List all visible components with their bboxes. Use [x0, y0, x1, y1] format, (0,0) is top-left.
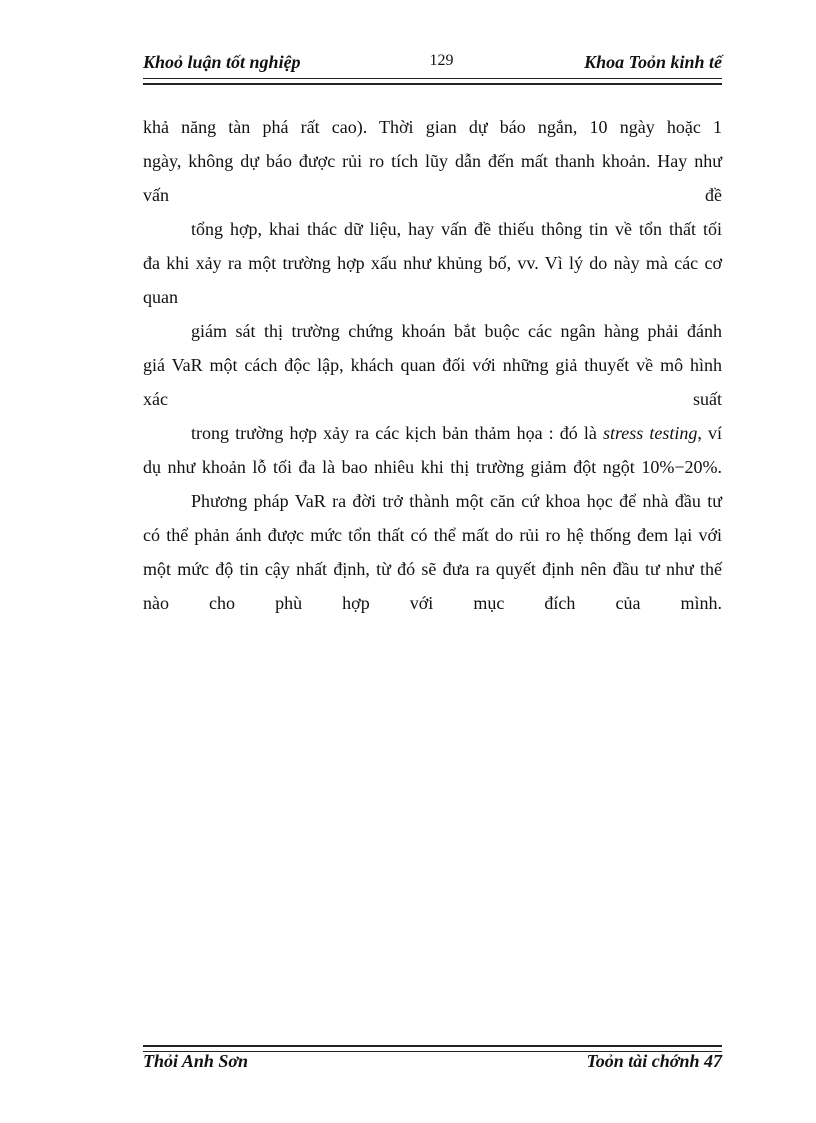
text-line: một mức độ tin cậy nhất định, từ đó sẽ đưa ra quyết định nên đầu tư như thế	[143, 559, 722, 579]
text-line: quan	[143, 287, 178, 307]
header-thesis-title: Khoỏ luận tốt nghiệp	[143, 52, 301, 72]
text-line: vấn đề	[143, 185, 722, 205]
text-line: xác suất	[143, 389, 722, 409]
page-number: 129	[429, 52, 454, 69]
text-line	[143, 416, 722, 450]
text-line: đa khi xảy ra một trường hợp xấu như khủng bố, vv. Vì lý do này mà các cơ	[143, 253, 722, 273]
text-line: có thể phản ánh được mức tổn thất có thể mất do rủi ro hệ thống đem lại với	[143, 525, 722, 545]
footer-author: Thỏi Anh Sơn	[143, 1051, 249, 1071]
text-line: Phương pháp VaR ra đời trở thành một căn cứ khoa học để nhà đầu tư	[191, 491, 722, 511]
text-segment: trong trường hợp xảy ra các kịch bản thảm họa : đó là	[191, 423, 597, 443]
text-line: giá VaR một cách độc lập, khách quan đối với những giả thuyết về mô hình	[143, 355, 722, 375]
text-line: ngày, không dự báo được rủi ro tích lũy dẫn đến mất thanh khoản. Hay như	[143, 151, 722, 171]
text-line: nào cho phù hợp với mục đích của mình.	[143, 593, 722, 613]
header-rule	[143, 78, 722, 85]
page-footer	[143, 1051, 722, 1077]
page-header	[143, 52, 722, 78]
body-text	[143, 110, 722, 620]
text-segment: , ví	[697, 423, 722, 443]
header-faculty: Khoa Toỏn kinh tế	[584, 52, 722, 72]
text-line: tổng hợp, khai thác dữ liệu, hay vấn đề thiếu thông tin về tổn thất tối	[191, 219, 722, 239]
stress-testing-term: stress testing	[602, 423, 698, 443]
text-line: khả năng tàn phá rất cao). Thời gian dự báo ngắn, 10 ngày hoặc 1	[143, 117, 722, 137]
text-line: dụ như khoản lỗ tối đa là bao nhiêu khi thị trường giảm đột ngột 10%−20%.	[143, 457, 722, 477]
footer-class: Toỏn tài chớnh 47	[586, 1051, 722, 1071]
text-line: giám sát thị trường chứng khoán bắt buộc các ngân hàng phải đánh	[191, 321, 722, 341]
